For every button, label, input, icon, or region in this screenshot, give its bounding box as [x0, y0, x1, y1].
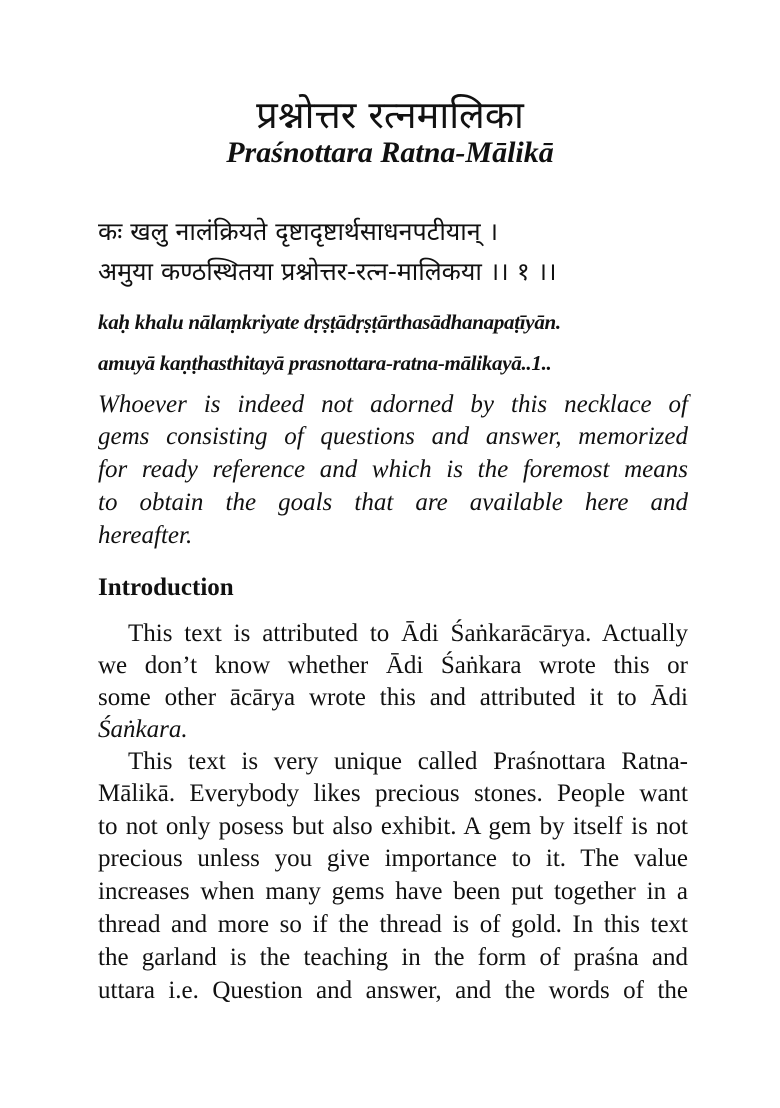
- paragraph-line: to not only posess but also exhibit. A gem by itself is not: [98, 813, 688, 840]
- section-heading: Introduction: [98, 574, 234, 601]
- translation-line: hereafter.: [98, 522, 193, 549]
- paragraph-line: Mālikā. Everybody likes precious stones. People want: [98, 780, 688, 807]
- transliteration-line: amuyā kaṇṭhasthitayā prasnottara-ratna-mālikayā..1..: [98, 351, 552, 375]
- verse-line: कः खलु नालंक्रियते दृष्टादृष्टार्थसाधनपटीयान् ।: [98, 217, 499, 246]
- title-roman: Praśnottara Ratna-Mālikā: [226, 136, 554, 169]
- verse-line: अमुया कण्ठस्थितया प्रश्नोत्तर-रत्न-मालिकया ।। १ ।।: [98, 257, 557, 286]
- paragraph-line: some other ācārya wrote this and attributed it to Ādi: [98, 684, 688, 711]
- paragraph-line: thread and more so if the thread is of gold. In this text: [98, 911, 688, 938]
- translation-line: gems consisting of questions and answer, memorized: [98, 423, 688, 450]
- paragraph-line: Śaṅkara.: [98, 716, 188, 743]
- title-devanagari: प्रश्नोत्तर रत्नमालिका: [256, 93, 524, 137]
- paragraph-line: the garland is the teaching in the form of praśna and: [98, 944, 688, 971]
- paragraph-line: This text is attributed to Ādi Śaṅkarācārya. Actually: [128, 620, 688, 647]
- paragraph-line: uttara i.e. Question and answer, and the words of the: [98, 977, 688, 1004]
- paragraph-line: increases when many gems have been put together in a: [98, 878, 688, 905]
- translation-line: Whoever is indeed not adorned by this necklace of: [98, 391, 688, 418]
- paragraph-line: precious unless you give importance to it. The value: [98, 845, 688, 872]
- paragraph-line: we don’t know whether Ādi Śaṅkara wrote this or: [98, 652, 688, 679]
- transliteration-line: kaḥ khalu nālaṃkriyate dṛṣṭādṛṣṭārthasādhanapaṭīyān.: [98, 310, 561, 334]
- translation-line: for ready reference and which is the foremost means: [98, 456, 688, 483]
- paragraph-line: This text is very unique called Praśnottara Ratna-: [128, 748, 688, 775]
- translation-line: to obtain the goals that are available here and: [98, 489, 688, 516]
